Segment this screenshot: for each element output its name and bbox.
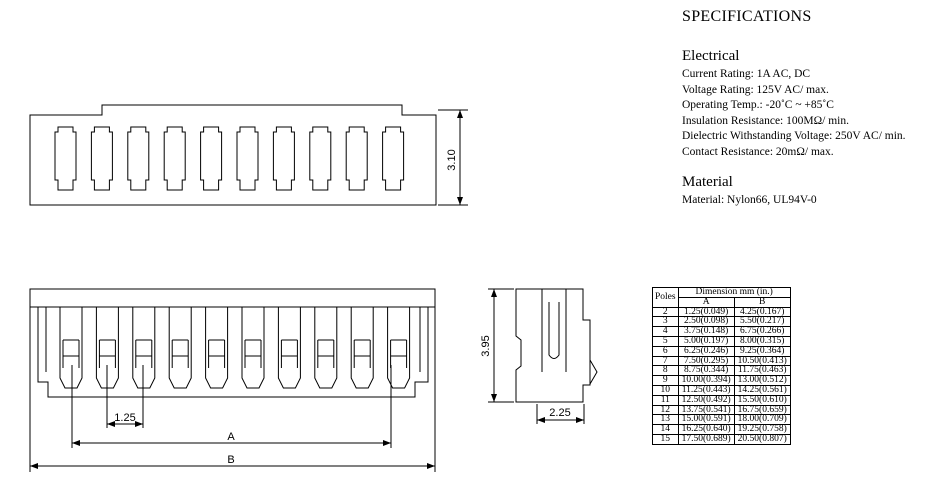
dimension-a-cell: 17.50(0.689) (678, 434, 734, 444)
dimension-b-cell: 14.25(0.561) (734, 385, 790, 395)
dimension-b-cell: 13.00(0.512) (734, 376, 790, 386)
table-row (653, 425, 791, 435)
dimension-a-cell: 16.25(0.640) (678, 425, 734, 435)
dimension-a-cell: 8.75(0.344) (678, 366, 734, 376)
top-view-height-label: 3.10 (446, 149, 458, 171)
dimension-a-cell: 6.25(0.246) (678, 346, 734, 356)
cavity (164, 127, 185, 190)
electrical-title: Electrical (682, 48, 740, 64)
top-view-height-dimension (438, 110, 468, 205)
side-view (516, 289, 597, 402)
contact-window (245, 340, 261, 368)
table-row (653, 376, 791, 386)
dimension-a-cell: 3.75(0.148) (678, 327, 734, 337)
dimension-b-label: B (227, 454, 235, 466)
poles-cell: 15 (653, 434, 679, 444)
poles-cell: 5 (653, 336, 679, 346)
side-view-height-label: 3.95 (480, 335, 492, 357)
cavity (383, 127, 404, 190)
dimension-table (652, 287, 791, 445)
dimension-b (30, 307, 435, 472)
contact-window (209, 340, 225, 368)
top-view-cavities (55, 127, 404, 190)
dimension-a-cell: 13.75(0.541) (678, 405, 734, 415)
dimension-a-cell: 12.50(0.492) (678, 395, 734, 405)
electrical-line: Insulation Resistance: 100MΩ/ min. (682, 114, 849, 127)
material-line: Material: Nylon66, UL94V-0 (682, 194, 817, 206)
electrical-line: Current Rating: 1A AC, DC (682, 68, 811, 80)
poles-cell: 9 (653, 376, 679, 386)
table-row (653, 327, 791, 337)
table-row (653, 395, 791, 405)
dimension-a-cell: 10.00(0.394) (678, 376, 734, 386)
pitch-label: 1.25 (114, 412, 136, 424)
specifications-title: SPECIFICATIONS (682, 8, 812, 25)
dimension-a-cell: 7.50(0.295) (678, 356, 734, 366)
side-view-height-dimension (480, 289, 514, 402)
electrical-line: Contact Resistance: 20mΩ/ max. (682, 145, 834, 158)
poles-header: Poles (653, 288, 679, 308)
contact-window (99, 340, 115, 368)
side-view-width-dimension (537, 404, 584, 424)
dimension-header: Dimension mm (in.) (678, 288, 790, 298)
cavity (55, 127, 76, 190)
contact-window (172, 340, 188, 368)
dimension-b-cell: 10.50(0.413) (734, 356, 790, 366)
electrical-line: Operating Temp.: -20˚C ~ +85˚C (682, 99, 834, 111)
dimension-a-cell: 5.00(0.197) (678, 336, 734, 346)
poles-cell: 14 (653, 425, 679, 435)
dimension-a (72, 365, 391, 448)
cavity (346, 127, 367, 190)
contact-window (391, 340, 407, 368)
poles-cell: 3 (653, 317, 679, 327)
contact-window (354, 340, 370, 368)
dimension-a-cell: 15.00(0.591) (678, 415, 734, 425)
dimension-b-cell: 8.00(0.315) (734, 336, 790, 346)
cavity (273, 127, 294, 190)
front-view-contacts (60, 307, 410, 388)
dimension-b-cell: 20.50(0.807) (734, 434, 790, 444)
contact-window (136, 340, 152, 368)
poles-cell: 8 (653, 366, 679, 376)
table-row (653, 385, 791, 395)
column-a-header: A (678, 297, 734, 307)
dimension-a-label: A (227, 431, 235, 443)
table-row (653, 346, 791, 356)
column-b-header: B (734, 297, 790, 307)
front-view (30, 289, 435, 397)
electrical-line: Voltage Rating: 125V AC/ max. (682, 83, 829, 96)
cavity (91, 127, 112, 190)
cavity (128, 127, 149, 190)
dimension-a-cell: 1.25(0.049) (678, 307, 734, 317)
dimension-b-cell: 18.00(0.709) (734, 415, 790, 425)
material-title: Material (682, 174, 733, 190)
dimension-b-cell: 11.75(0.463) (734, 366, 790, 376)
specifications-panel (682, 8, 932, 209)
poles-cell: 2 (653, 307, 679, 317)
dimension-b-cell: 15.50(0.610) (734, 395, 790, 405)
top-view (30, 105, 436, 205)
dimension-b-cell: 19.25(0.758) (734, 425, 790, 435)
cavity (201, 127, 222, 190)
cavity (237, 127, 258, 190)
poles-cell: 13 (653, 415, 679, 425)
table-row (653, 336, 791, 346)
table-row (653, 434, 791, 444)
poles-cell: 11 (653, 395, 679, 405)
contact-window (318, 340, 334, 368)
contact-window (281, 340, 297, 368)
poles-cell: 10 (653, 385, 679, 395)
dimension-table-body (653, 307, 791, 444)
poles-cell: 6 (653, 346, 679, 356)
dimension-b-cell: 4.25(0.167) (734, 307, 790, 317)
cavity (310, 127, 331, 190)
dimension-b-cell: 5.50(0.217) (734, 317, 790, 327)
side-view-width-label: 2.25 (549, 407, 571, 419)
dimension-a-cell: 11.25(0.443) (678, 385, 734, 395)
dimension-b-cell: 9.25(0.364) (734, 346, 790, 356)
dimension-b-cell: 6.75(0.266) (734, 327, 790, 337)
poles-cell: 4 (653, 327, 679, 337)
electrical-line: Dielectric Withstanding Voltage: 250V AC/ min. (682, 130, 906, 142)
dimension-a-cell: 2.50(0.098) (678, 317, 734, 327)
dimension-b-cell: 16.75(0.659) (734, 405, 790, 415)
contact-window (63, 340, 79, 368)
poles-cell: 12 (653, 405, 679, 415)
poles-cell: 7 (653, 356, 679, 366)
